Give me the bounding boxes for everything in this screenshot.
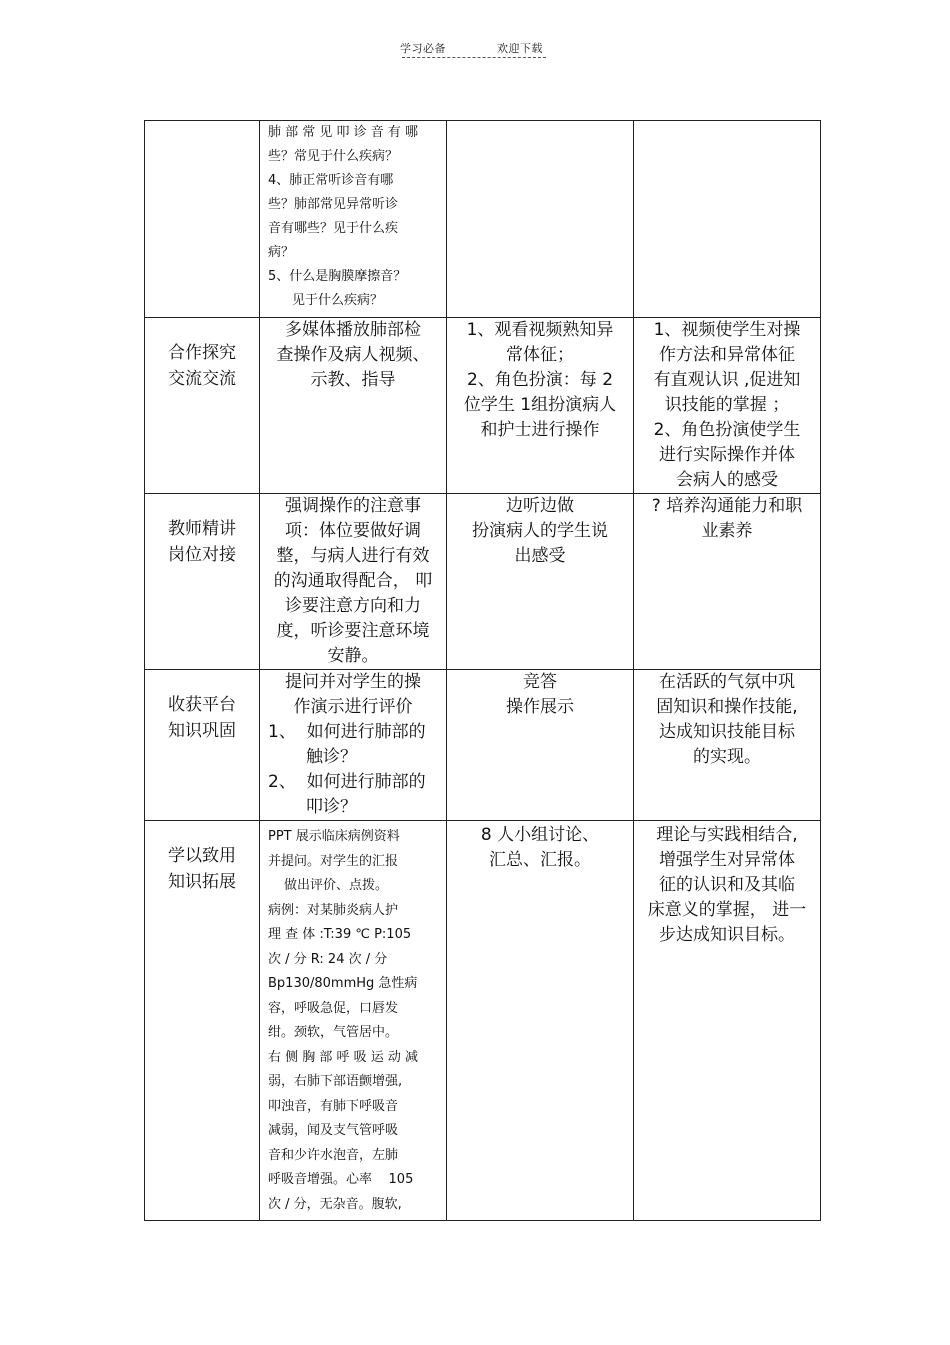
- intent-line: 作方法和异常体征: [659, 345, 795, 365]
- student-cell: [447, 318, 634, 494]
- content-line: PPT 展示临床病例资料: [268, 829, 400, 844]
- content-line: 病例：对某肺炎病人护: [268, 902, 399, 918]
- student-line: 位学生 1组扮演病人: [463, 395, 617, 415]
- content-line: 绀。颈软，气管居中。: [268, 1025, 399, 1040]
- category-cell: [145, 494, 260, 670]
- intent-cell: [634, 821, 821, 1221]
- intent-cell: [634, 494, 821, 670]
- student-line: 竞答: [523, 672, 557, 692]
- content-line: 容，呼吸急促，口唇发: [268, 1000, 399, 1016]
- content-line: 次 / 分 R: 24 次 / 分: [268, 951, 388, 967]
- item-text: 如何进行肺部的: [306, 722, 426, 742]
- intent-line: 理论与实践相结合,: [656, 825, 798, 845]
- item-number: 1、: [268, 722, 296, 742]
- content-line: 并提问。对学生的汇报: [268, 853, 399, 869]
- category-cell: [145, 670, 260, 821]
- intent-line: 的实现。: [693, 747, 761, 767]
- table-row: [145, 821, 821, 1221]
- item-text: 如何进行肺部的: [306, 772, 426, 792]
- content-line: 的沟通取得配合， 叩: [273, 571, 433, 591]
- student-cell: [447, 121, 634, 318]
- student-line: 和护士进行操作: [480, 420, 600, 440]
- student-line: 扮演病人的学生说: [472, 521, 608, 541]
- content-line: 些？肺部常见异常听诊: [268, 197, 399, 212]
- intent-line: 床意义的掌握， 进一: [647, 900, 807, 920]
- content-line: 安静。: [327, 646, 379, 666]
- content-line: 减弱，闻及支气管呼吸: [268, 1123, 399, 1138]
- student-cell: [447, 494, 634, 670]
- student-cell: [447, 670, 634, 821]
- table-row: [145, 494, 821, 670]
- numbered-item: [260, 770, 446, 820]
- content-line: 做出评价、点拨。: [284, 878, 389, 893]
- content-line: 项：体位要做好调: [285, 521, 421, 541]
- content-line: Bp130/80mmHg 急性病: [268, 976, 418, 991]
- content-line: 病？: [268, 245, 295, 260]
- content-line: 示教、指导: [310, 370, 396, 390]
- category-cell: [145, 318, 260, 494]
- content-line: 右 侧 胸 部 呼 吸 运 动 减: [268, 1049, 419, 1065]
- content-line: 提问并对学生的操: [285, 672, 421, 692]
- intent-cell: [634, 121, 821, 318]
- intent-line: ? 培养沟通能力和职: [651, 496, 803, 516]
- intent-line: 业素养: [701, 521, 753, 541]
- content-cell: [260, 670, 447, 821]
- content-cell: [260, 821, 447, 1221]
- category-line: 知识拓展: [168, 872, 236, 892]
- intent-cell: [634, 670, 821, 821]
- content-line: 诊要注意方向和力: [285, 596, 421, 616]
- category-line: 交流交流: [168, 369, 236, 389]
- intent-line: 步达成知识目标。: [659, 925, 795, 945]
- numbered-item: [260, 720, 446, 770]
- content-line: 音和少许水泡音，左肺: [268, 1147, 399, 1163]
- item-text: 触诊？: [306, 747, 357, 767]
- student-line: 操作展示: [506, 697, 574, 717]
- table-row: [145, 318, 821, 494]
- category-line: 合作探究: [168, 343, 236, 363]
- intent-line: 固知识和操作技能,: [656, 697, 798, 717]
- intent-line: 进行实际操作并体: [659, 445, 795, 465]
- header-dashed-rule: [402, 57, 546, 58]
- content-line: 强调操作的注意事: [285, 496, 421, 516]
- student-line: 1、观看视频熟知异: [466, 320, 614, 340]
- content-line: 整，与病人进行有效: [276, 546, 430, 566]
- content-line: 叩浊音，有肺下呼吸音: [268, 1098, 399, 1114]
- intent-line: 会病人的感受: [676, 470, 778, 490]
- category-line: 知识巩固: [168, 721, 236, 741]
- category-line: 教师精讲: [168, 519, 236, 539]
- content-line: 作演示进行评价: [293, 697, 413, 717]
- header-left-text: 学习必备: [400, 42, 446, 55]
- content-line: 查操作及病人视频、: [276, 345, 430, 365]
- item-number: 2、: [268, 772, 296, 792]
- intent-line: 1、视频使学生对操: [653, 320, 801, 340]
- content-line: 些？常见于什么疾病？: [268, 149, 399, 164]
- content-line: 度，听诊要注意环境: [276, 621, 430, 641]
- item-text: 叩诊？: [306, 797, 357, 817]
- content-line: 弱，右肺下部语颤增强,: [268, 1074, 403, 1089]
- content-cell: [260, 121, 447, 318]
- intent-cell: [634, 318, 821, 494]
- content-cell: [260, 318, 447, 494]
- intent-line: 识技能的掌握 ；: [664, 395, 790, 415]
- student-line: 出感受: [514, 546, 566, 566]
- category-line: 学以致用: [168, 846, 236, 866]
- intent-line: 有直观认识 ,促进知: [653, 370, 801, 390]
- content-line: 音有哪些？见于什么疾: [268, 221, 399, 236]
- intent-line: 增强学生对异常体: [659, 850, 795, 870]
- student-line: 边听边做: [506, 496, 574, 516]
- content-line: 见于什么疾病？: [292, 293, 384, 308]
- content-line: 呼吸音增强。心率 105: [268, 1172, 414, 1187]
- category-line: 收获平台: [168, 695, 236, 715]
- intent-line: 达成知识技能目标: [659, 722, 795, 742]
- student-line: 常体征；: [506, 345, 574, 365]
- student-cell: [447, 821, 634, 1221]
- table-row: [145, 121, 821, 318]
- content-line: 5、什么是胸膜摩擦音？: [268, 269, 407, 284]
- intent-line: 征的认识和及其临: [659, 875, 795, 895]
- intent-line: 2、角色扮演使学生: [653, 420, 801, 440]
- content-line: 多媒体播放肺部检: [285, 320, 421, 340]
- student-line: 8 人小组讨论、: [480, 825, 600, 845]
- content-line: 次 / 分，无杂音。腹软,: [268, 1196, 402, 1212]
- category-cell: [145, 821, 260, 1221]
- content-line: 理 查 体 :T:39 ℃ P:105: [268, 927, 412, 942]
- student-line: 汇总、汇报。: [489, 850, 591, 870]
- table-row: [145, 670, 821, 821]
- category-line: 岗位对接: [168, 545, 236, 565]
- header-right-text: 欢迎下载: [497, 42, 543, 55]
- content-line: 肺 部 常 见 叩 诊 音 有 哪: [268, 125, 419, 140]
- category-cell: [145, 121, 260, 318]
- student-line: 2、角色扮演：每 2: [466, 370, 614, 390]
- content-cell: [260, 494, 447, 670]
- intent-line: 在活跃的气氛中巩: [659, 672, 795, 692]
- lesson-plan-table: [144, 120, 821, 1221]
- content-line: 4、肺正常听诊音有哪: [268, 173, 394, 188]
